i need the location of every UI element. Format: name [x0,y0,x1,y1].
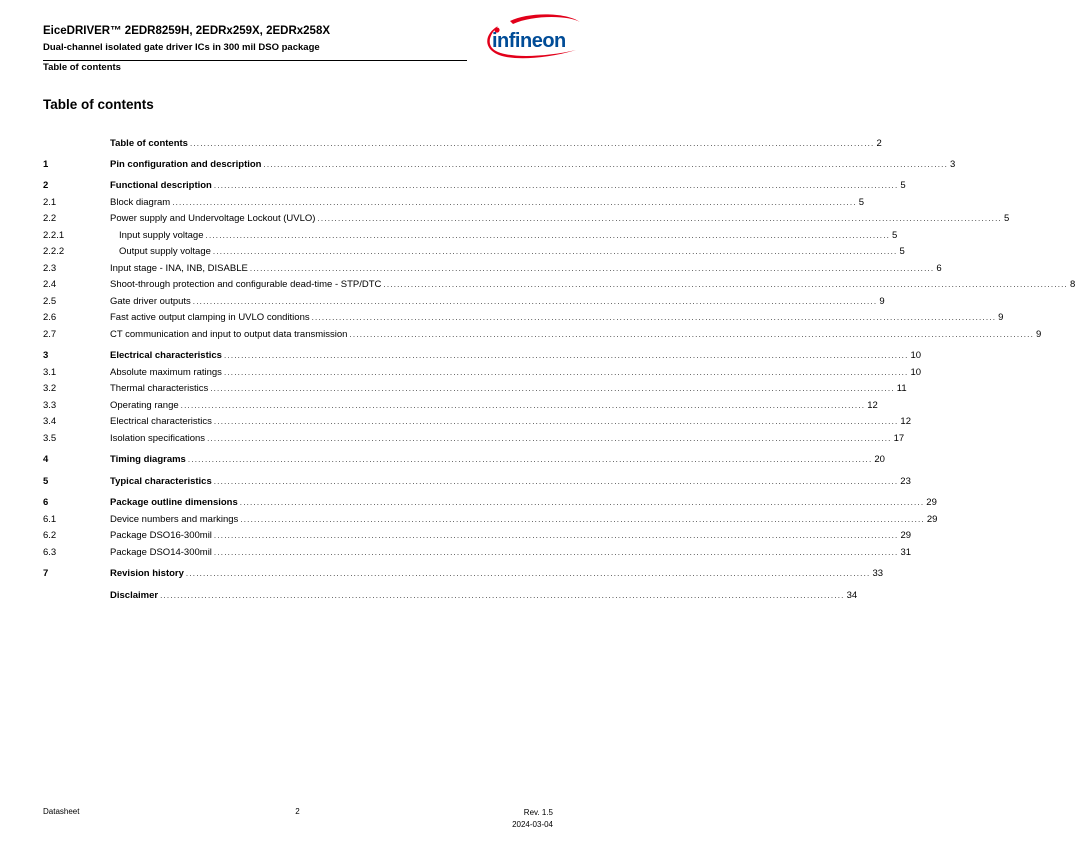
toc-dot-leader: ........................................................................................................................................................................................................ [263,160,949,169]
toc-entry-page: 12 [900,416,911,427]
toc-dot-leader: ........................................................................................................................................................................................................ [383,280,1068,289]
toc-entry-title: Block diagram [110,197,171,208]
toc-entry[interactable] [43,329,1042,344]
toc-entry[interactable] [43,367,922,382]
toc-entry[interactable] [43,590,858,605]
toc-entry-title: Operating range [110,400,179,411]
toc-entry[interactable] [43,530,912,545]
toc-entry-title: Electrical characteristics [110,350,222,361]
toc-entry-title: Package DSO16-300mil [110,530,212,541]
toc-entry[interactable] [43,568,884,583]
toc-dot-leader: ........................................................................................................................................................................................................ [249,264,935,273]
toc-entry-title: Isolation specifications [110,433,206,444]
footer-revision [512,807,553,830]
toc-dot-leader: ........................................................................................................................................................................................................ [213,181,899,190]
toc-dot-leader: ........................................................................................................................................................................................................ [349,330,1034,339]
document-title: EiceDRIVER™ 2EDR8259H, 2EDRx259X, 2EDRx258X [43,25,331,37]
toc-entry-number: 6.2 [43,530,57,541]
toc-entry-page: 12 [867,400,878,411]
toc-entry[interactable] [43,350,922,365]
toc-entry-page: 3 [950,159,956,170]
infineon-logo [476,10,588,62]
toc-entry[interactable] [43,279,1075,294]
toc-entry-title: Device numbers and markings [110,514,239,525]
toc-entry-page: 6 [936,263,942,274]
toc-entry-number: 6.1 [43,514,57,525]
toc-entry[interactable] [43,296,885,311]
toc-entry[interactable] [43,312,1004,327]
toc-dot-leader: ........................................................................................................................................................................................................ [192,297,878,306]
toc-entry[interactable] [43,400,878,415]
toc-entry[interactable] [43,476,911,491]
toc-entry-page: 5 [892,230,898,241]
toc-entry-page: 5 [1003,213,1010,224]
footer-doc-type: Datasheet [43,807,80,816]
toc-dot-leader: ........................................................................................................................................................................................................ [317,214,1002,223]
toc-entry-page: 8 [1069,279,1075,290]
toc-entry[interactable] [43,230,898,245]
toc-entry-number: 3 [43,350,49,361]
toc-entry-page: 9 [879,296,885,307]
toc-entry-page: 31 [900,547,912,558]
toc-dot-leader: ........................................................................................................................................................................................................ [210,384,895,393]
toc-entry-title: Revision history [110,568,184,579]
toc-dot-leader: ........................................................................................................................................................................................................ [311,313,997,322]
toc-entry-title: Electrical characteristics [110,416,212,427]
toc-dot-leader: ........................................................................................................................................................................................................ [207,434,892,443]
toc-entry-page: 2 [876,138,882,149]
toc-entry-number: 4 [43,454,49,465]
toc-dot-leader: ........................................................................................................................................................................................................ [213,477,899,486]
toc-dot-leader: ........................................................................................................................................................................................................ [185,569,871,578]
toc-entry-title: Package DSO14-300mil [110,547,212,558]
footer-revision-date: 2024-03-04 [512,819,553,829]
toc-entry-number: 5 [43,476,49,487]
toc-entry[interactable] [43,497,937,512]
toc-entry[interactable] [43,263,942,278]
logo-wordmark: infineon [492,30,566,52]
toc-entry-page: 20 [874,454,885,465]
toc-entry-title: Output supply voltage [119,246,211,257]
toc-entry[interactable] [43,514,938,529]
toc-entry-number: 6 [43,497,49,508]
toc-entry-page: 29 [900,530,912,541]
toc-entry-number: 2.4 [43,279,57,290]
toc-entry[interactable] [43,213,1010,228]
toc-entry-number: 1 [43,159,49,170]
logo-swoosh [510,14,580,24]
toc-dot-leader: ........................................................................................................................................................................................................ [189,139,875,148]
toc-entry-page: 29 [926,497,937,508]
toc-entry-number: 3.4 [43,416,57,427]
toc-dot-leader: ........................................................................................................................................................................................................ [180,401,866,410]
toc-entry-title: Absolute maximum ratings [110,367,222,378]
toc-entry[interactable] [43,138,882,153]
footer-page-number: 2 [295,807,300,816]
toc-entry-number: 2.6 [43,312,57,323]
toc-entry-page: 11 [896,383,907,394]
toc-entry-title: Package outline dimensions [110,497,238,508]
toc-entry-title: Timing diagrams [110,454,186,465]
toc-entry[interactable] [43,246,905,261]
toc-entry[interactable] [43,159,956,174]
document-subtitle: Dual-channel isolated gate driver ICs in 300 mil DSO package [43,42,320,53]
toc-entry-number: 2.3 [43,263,57,274]
toc-entry-title: Functional description [110,180,212,191]
toc-entry-page: 29 [926,514,938,525]
toc-entry-number: 2.2 [43,213,57,224]
toc-entry[interactable] [43,547,912,562]
toc-entry-page: 34 [846,590,858,601]
toc-entry-number: 2.5 [43,296,57,307]
toc-entry-number: 2.2.1 [43,230,65,241]
toc-dot-leader: ........................................................................................................................................................................................................ [160,591,845,600]
toc-entry-title: Disclaimer [110,590,159,601]
toc-entry-page: 5 [900,180,906,191]
toc-entry[interactable] [43,197,865,212]
toc-entry-title: Table of contents [110,138,188,149]
toc-entry-page: 9 [998,312,1004,323]
toc-dot-leader: ........................................................................................................................................................................................................ [213,548,899,557]
toc-entry-number: 3.3 [43,400,57,411]
toc-dot-leader: ........................................................................................................................................................................................................ [187,455,873,464]
toc-entry-page: 5 [899,246,905,257]
toc-entry-title: Fast active output clamping in UVLO conditions [110,312,310,323]
toc-dot-leader: ........................................................................................................................................................................................................ [239,498,925,507]
footer-revision-number: Rev. 1.5 [523,808,553,817]
toc-entry-number: 2 [43,180,49,191]
toc-entry[interactable] [43,180,906,195]
toc-entry-page: 33 [872,568,884,579]
toc-entry-number: 3.1 [43,367,57,378]
toc-dot-leader: ........................................................................................................................................................................................................ [212,247,898,256]
toc-entry-number: 6.3 [43,547,57,558]
toc-dot-leader: ........................................................................................................................................................................................................ [223,351,909,360]
toc-entry-page: 23 [900,476,911,487]
toc-entry-number: 3.5 [43,433,57,444]
toc-entry-number: 2.7 [43,329,57,340]
toc-entry-title: CT communication and input to output data transmission [110,329,348,340]
toc-entry-title: Shoot-through protection and configurable dead-time - STP/DTC [110,279,382,290]
toc-entry-title: Input stage - INA, INB, DISABLE [110,263,248,274]
toc-entry-number: 3.2 [43,383,57,394]
header-divider [43,60,467,61]
toc-entry-page: 10 [910,350,922,361]
toc-entry-title: Input supply voltage [119,230,204,241]
toc-dot-leader: ........................................................................................................................................................................................................ [205,231,891,240]
toc-entry-title: Power supply and Undervoltage Lockout (UVLO) [110,213,316,224]
toc-dot-leader: ........................................................................................................................................................................................................ [223,368,909,377]
toc-entry-page: 9 [1036,329,1042,340]
toc-dot-leader: ........................................................................................................................................................................................................ [213,417,899,426]
toc-entry-title: Pin configuration and description [110,159,262,170]
toc-entry-page: 10 [910,367,922,378]
toc-dot-leader: ........................................................................................................................................................................................................ [213,531,899,540]
toc-heading: Table of contents [43,97,154,112]
toc-entry-title: Typical characteristics [110,476,212,487]
toc-entry-number: 2.2.2 [43,246,65,257]
running-section-title: Table of contents [43,62,121,73]
toc-entry-page: 17 [893,433,905,444]
toc-entry-title: Gate driver outputs [110,296,191,307]
toc-dot-leader: ........................................................................................................................................................................................................ [240,515,925,524]
toc-entry[interactable] [43,433,905,448]
toc-dot-leader: ........................................................................................................................................................................................................ [172,198,857,207]
toc-entry-page: 5 [858,197,865,208]
toc-entry[interactable] [43,383,907,398]
toc-entry-number: 2.1 [43,197,57,208]
toc-entry-number: 7 [43,568,49,579]
toc-entry[interactable] [43,416,911,431]
toc-entry-title: Thermal characteristics [110,383,209,394]
toc-entry[interactable] [43,454,885,469]
